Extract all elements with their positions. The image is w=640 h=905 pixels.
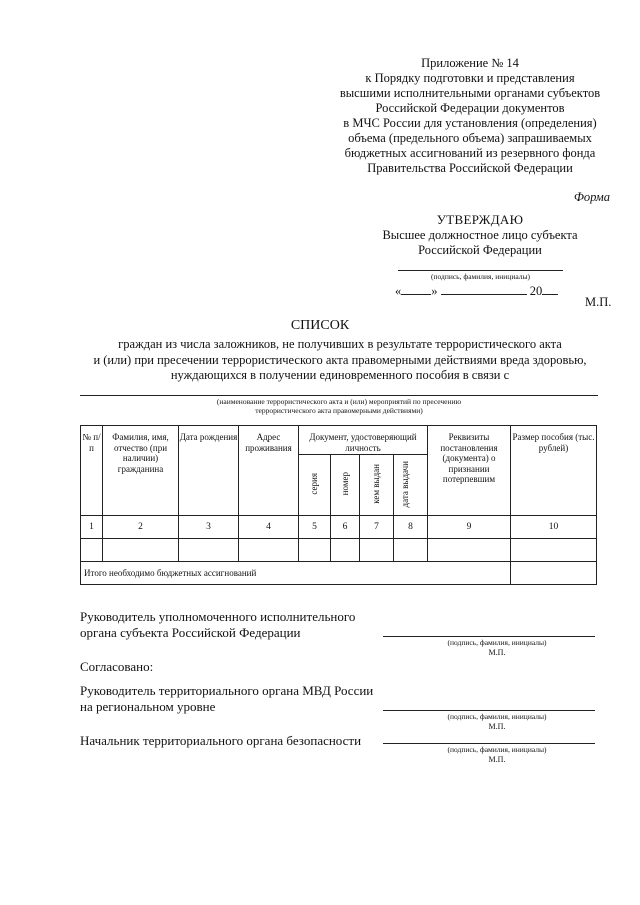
subtitle-line: нуждающихся в получении единовременного пособия в связи с bbox=[170, 368, 510, 382]
header-series-text: серия bbox=[309, 472, 320, 495]
header-issued-by bbox=[360, 455, 394, 516]
head-signature-caption: (подпись, фамилия, инициалы) bbox=[447, 638, 547, 647]
signatory-line: органа субъекта Российской Федерации bbox=[80, 625, 301, 640]
signatory-line: Руководитель уполномоченного исполнительного bbox=[80, 609, 356, 624]
table-cell bbox=[239, 539, 299, 562]
column-number: 5 bbox=[299, 516, 331, 539]
table-row bbox=[81, 539, 597, 562]
mvd-signature-line bbox=[383, 710, 595, 711]
agreed-label: Согласовано: bbox=[80, 659, 154, 674]
annex-line: Российской Федерации документов bbox=[375, 101, 565, 115]
approval-line: Высшее должностное лицо субъекта bbox=[382, 227, 578, 242]
column-number: 8 bbox=[394, 516, 428, 539]
column-number: 3 bbox=[179, 516, 239, 539]
mvd-signatory bbox=[80, 683, 373, 715]
security-signature-caption: (подпись, фамилия, инициалы) bbox=[447, 745, 547, 754]
column-number: 9 bbox=[428, 516, 511, 539]
header-num: № п/п bbox=[81, 426, 103, 516]
total-label: Итого необходимо бюджетных ассигнований bbox=[81, 562, 511, 585]
caption-line: (наименование террористического акта и (или) мероприятий по пресечению bbox=[216, 397, 462, 406]
annex-line: к Порядку подготовки и представления bbox=[365, 71, 575, 85]
annex-line: в МЧС России для установления (определения) bbox=[343, 116, 597, 130]
subtitle-line: и (или) при пресечении террористического акта правомерными действиями вреда здоровью, bbox=[93, 352, 587, 367]
event-name-line bbox=[80, 395, 598, 396]
date-open-quote: « bbox=[395, 284, 402, 298]
month-blank bbox=[441, 284, 527, 295]
header-issued-by-text: кем выдан bbox=[371, 463, 382, 504]
approval-heading: УТВЕРЖДАЮ bbox=[436, 212, 524, 227]
mvd-stamp: М.П. bbox=[488, 722, 506, 731]
column-number: 2 bbox=[103, 516, 179, 539]
header-amount: Размер пособия (тыс. рублей) bbox=[511, 426, 597, 516]
approval-signature-line bbox=[398, 270, 563, 271]
total-value bbox=[511, 562, 597, 585]
approval-signature-caption: (подпись, фамилия, инициалы) bbox=[430, 272, 531, 281]
header-fio: Фамилия, имя, отчество (при наличии) гражданина bbox=[103, 426, 179, 516]
year-blank bbox=[542, 284, 558, 295]
table-cell bbox=[103, 539, 179, 562]
caption-line: террористического акта правомерными действиями) bbox=[255, 406, 423, 415]
column-number: 6 bbox=[331, 516, 360, 539]
annex-line: высшими исполнительными органами субъектов bbox=[339, 86, 601, 100]
table-cell bbox=[299, 539, 331, 562]
date-close-quote: » bbox=[431, 284, 438, 298]
annex-header bbox=[320, 56, 620, 176]
security-stamp: М.П. bbox=[488, 755, 506, 764]
annex-line: Правительства Российской Федерации bbox=[367, 161, 573, 175]
mvd-signature-caption: (подпись, фамилия, инициалы) bbox=[447, 712, 547, 721]
header-details: Реквизиты постановления (документа) о признании потерпевшим bbox=[428, 426, 511, 516]
security-signature-line bbox=[383, 743, 595, 744]
header-issue-date-text: дата выдачи bbox=[399, 460, 410, 507]
table-cell bbox=[81, 539, 103, 562]
column-number: 7 bbox=[360, 516, 394, 539]
subtitle-line: граждан из числа заложников, не получивших в результате террористического акта bbox=[118, 337, 562, 351]
approval-stamp: М.П. bbox=[585, 295, 612, 309]
header-number-text: номер bbox=[339, 472, 350, 496]
header-series bbox=[299, 455, 331, 516]
column-number: 10 bbox=[511, 516, 597, 539]
annex-line: объема (предельного объема) запрашиваемых bbox=[348, 131, 592, 145]
header-issue-date bbox=[394, 455, 428, 516]
table-cell bbox=[360, 539, 394, 562]
header-number bbox=[331, 455, 360, 516]
approval-date bbox=[395, 284, 558, 299]
table-cell bbox=[511, 539, 597, 562]
security-signatory bbox=[80, 733, 361, 749]
header-birth: Дата рождения bbox=[179, 426, 239, 516]
table-cell bbox=[394, 539, 428, 562]
approval-block bbox=[330, 212, 630, 259]
column-number: 1 bbox=[81, 516, 103, 539]
signatory-line: Начальник территориального органа безопасности bbox=[80, 733, 362, 748]
column-number: 4 bbox=[239, 516, 299, 539]
table-cell bbox=[428, 539, 511, 562]
recipients-table bbox=[80, 425, 597, 585]
document-subtitle bbox=[40, 337, 640, 384]
table-cell bbox=[331, 539, 360, 562]
header-address: Адрес проживания bbox=[239, 426, 299, 516]
signatory-line: Руководитель территориального органа МВД России bbox=[80, 683, 374, 698]
day-blank bbox=[401, 284, 431, 295]
annex-line: Приложение № 14 bbox=[421, 56, 519, 70]
head-stamp: М.П. bbox=[488, 648, 506, 657]
head-signatory bbox=[80, 609, 355, 641]
form-label: Форма bbox=[573, 190, 610, 204]
signatory-line: на региональном уровне bbox=[80, 699, 216, 714]
event-name-caption bbox=[80, 397, 598, 415]
year-prefix: 20 bbox=[529, 284, 543, 298]
document-title: СПИСОК bbox=[290, 318, 350, 333]
table-cell bbox=[179, 539, 239, 562]
head-signature-line bbox=[383, 636, 595, 637]
header-document: Документ, удостоверяющий личность bbox=[299, 426, 428, 455]
annex-line: бюджетных ассигнований из резервного фонда bbox=[344, 146, 596, 160]
approval-line: Российской Федерации bbox=[418, 243, 542, 257]
